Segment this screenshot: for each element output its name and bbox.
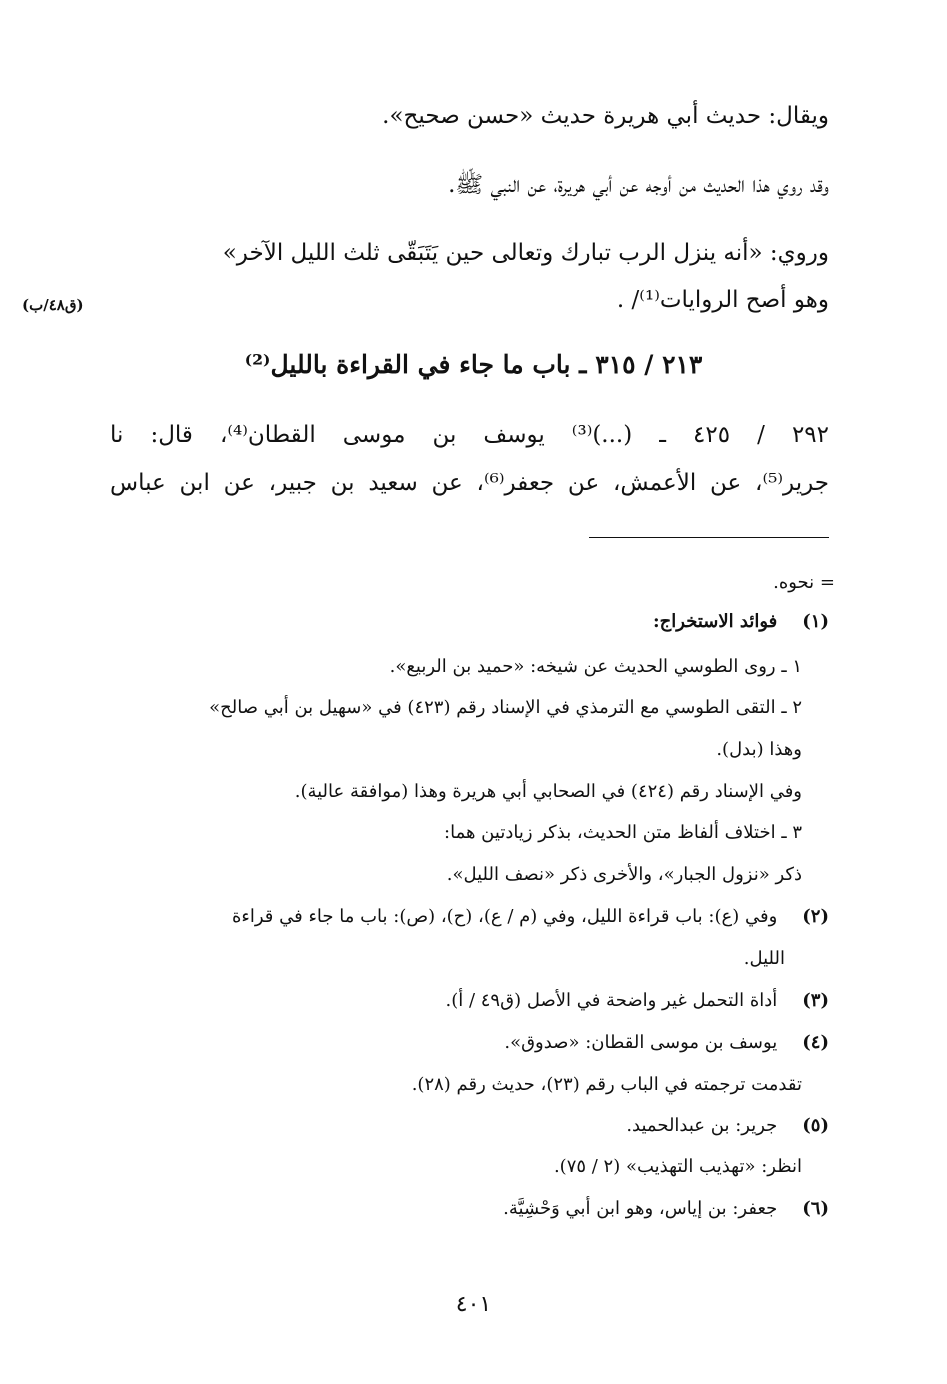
footnote-6-text: جعفر: بن إياس، وهو ابن أبي وَحْشِيَّة. [503, 1198, 778, 1219]
body-line-5: ٢٩٢ / ٤٢٥ ـ (...)⁽³⁾ يوسف بن موسى القطان⁽⁴⁾، قال: نا [110, 422, 830, 448]
footnote-1-item-c: وفي الإسناد رقم (٤٢٤) في الصحابي أبي هريرة وهذا (موافقة عالية). [294, 781, 802, 802]
footnote-2 [110, 906, 829, 928]
footnote-1-item-d: ٣ ـ اختلاف ألفاظ متن الحديث، بذكر زيادتين هما: [444, 822, 802, 843]
body-line-6: جرير⁽⁵⁾، عن الأعمش، عن جعفر⁽⁶⁾، عن سعيد بن جبير، عن ابن عباس [110, 470, 830, 496]
footnote-3-text: أداة التحمل غير واضحة في الأصل (ق٤٩ / أ). [445, 990, 778, 1011]
footnote-6-number: (٦) [802, 1198, 829, 1219]
footnote-separator [589, 537, 829, 538]
footnote-1 [110, 611, 829, 633]
footnote-3 [110, 990, 829, 1012]
footnote-6 [110, 1198, 829, 1220]
body-line-2: وقد روي هذا الحديث من أوجه عن أبي هريرة، عن النبي ﷺ. [448, 172, 829, 198]
footnote-1-item-e: ذكر «نزول الجبار»، والأخرى ذكر «نصف الليل». [446, 864, 802, 885]
footnote-1-title: فوائد الاستخراج: [653, 611, 778, 632]
footnote-1-number: (١) [802, 611, 829, 632]
body-line-1: ويقال: حديث أبي هريرة حديث «حسن صحيح». [382, 103, 829, 129]
footnote-1-item-a: ١ ـ روى الطوسي الحديث عن شيخه: «حميد بن الربيع». [389, 656, 802, 677]
footnote-1-item-b-line2: وهذا (بدل). [716, 739, 802, 760]
footnote-4-text: يوسف بن موسى القطان: «صدوق». [504, 1032, 778, 1053]
footnote-5 [110, 1115, 829, 1137]
footnote-4 [110, 1032, 829, 1054]
footnote-5-number: (٥) [802, 1115, 829, 1136]
footnote-1-item-b-line1: ٢ ـ التقى الطوسي مع الترمذي في الإسناد رقم (٤٢٣) في «سهيل بن أبي صالح» [209, 697, 802, 718]
footnote-3-number: (٣) [802, 990, 829, 1011]
footnote-continuation: = نحوه. [773, 572, 835, 593]
footnote-5-text: جرير: بن عبدالحميد. [626, 1115, 778, 1136]
footnote-2-number: (٢) [802, 906, 829, 927]
footnote-4-text-line2: تقدمت ترجمته في الباب رقم (٢٣)، حديث رقم (٢٨). [411, 1074, 802, 1095]
chapter-heading: ٢١٣ / ٣١٥ ـ باب ما جاء في القراءة بالليل⁽²⁾ [244, 350, 703, 379]
footnote-2-text-line2: الليل. [743, 948, 785, 969]
page-number: ٤٠١ [455, 1292, 492, 1317]
body-line-4: وهو أصح الروايات⁽¹⁾/ . [616, 287, 829, 313]
footnote-2-text: وفي (ع): باب قراءة الليل، وفي (م / ع)، (ح)، (ص): باب ما جاء في قراءة [231, 906, 778, 927]
body-line-3: وروي: «أنه ينزل الرب تبارك وتعالى حين يَتَبَقّى ثلث الليل الآخر» [222, 240, 829, 266]
footnote-4-number: (٤) [802, 1032, 829, 1053]
manuscript-folio-ref: (ق٤٨/ب) [22, 296, 84, 314]
footnote-5-text-line2: انظر: «تهذيب التهذيب» (٢ / ٧٥). [553, 1156, 802, 1177]
